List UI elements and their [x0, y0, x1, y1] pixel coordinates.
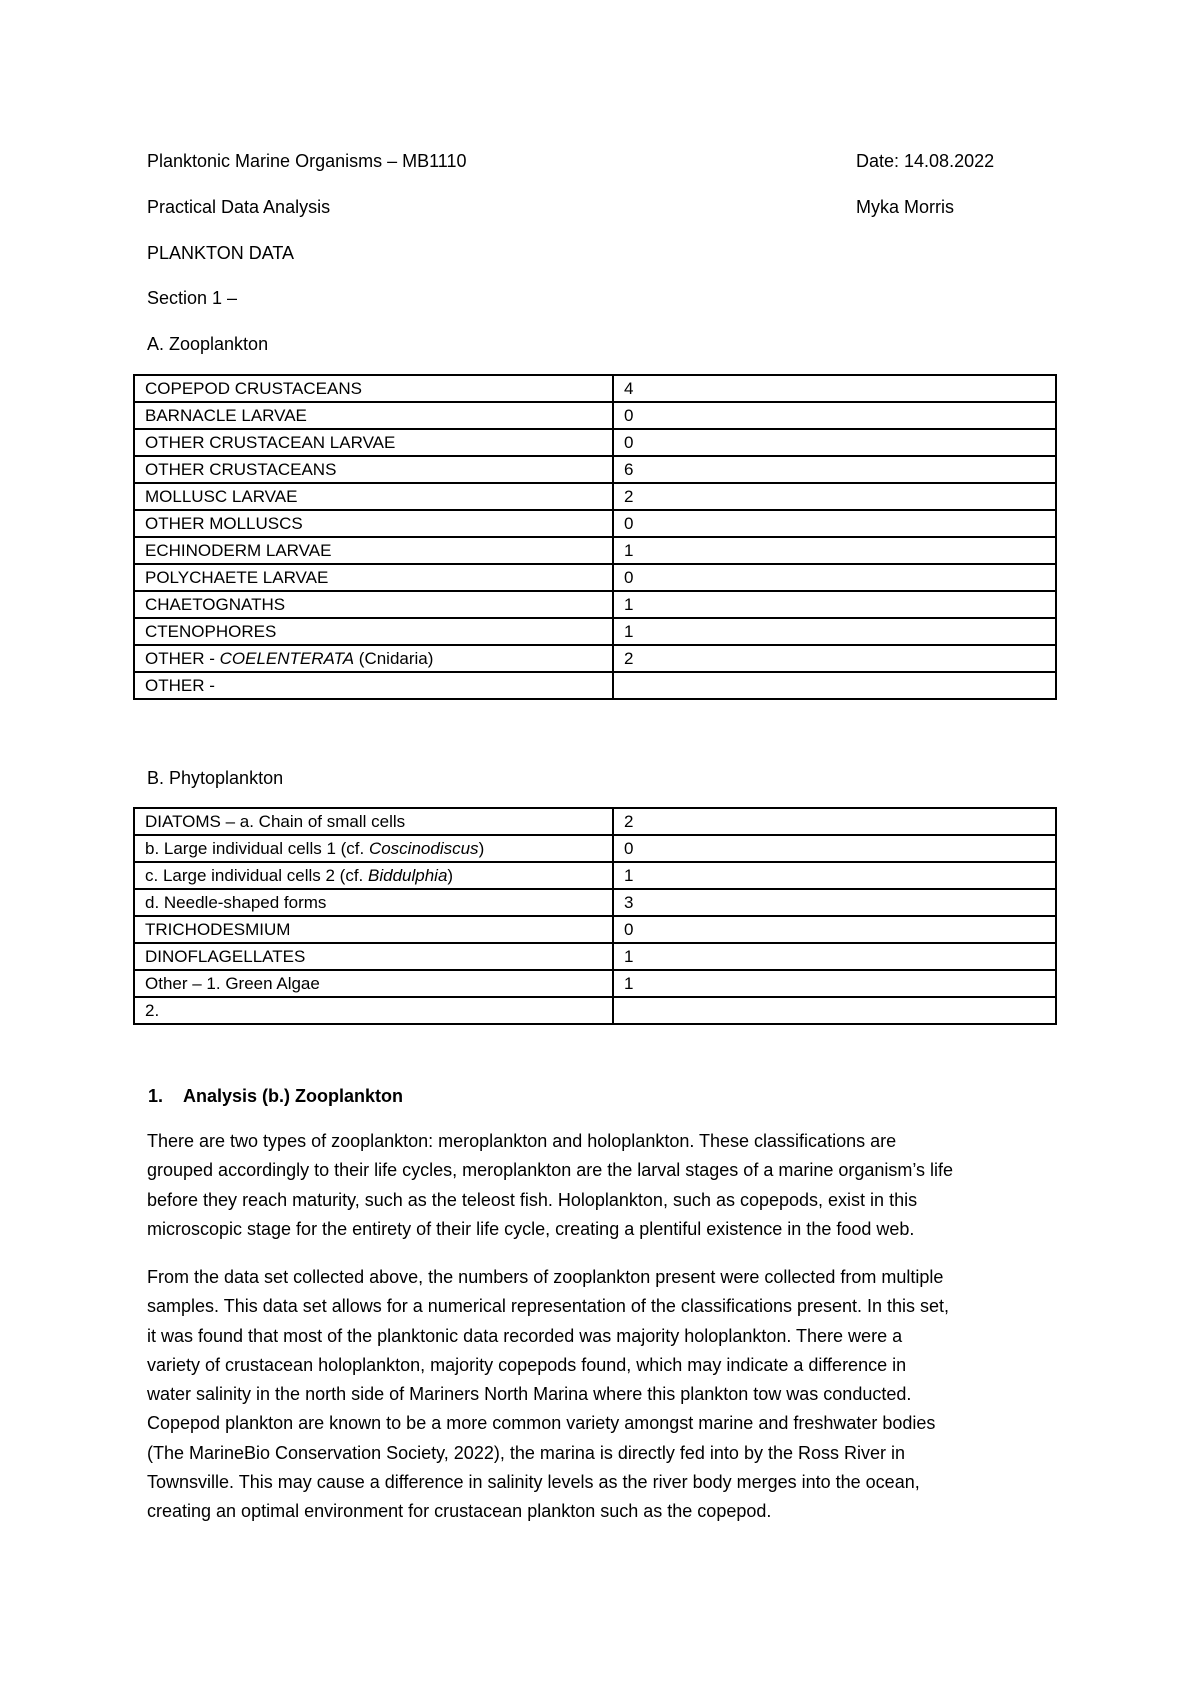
- organism-name-text: Other – 1. Green Algae: [145, 973, 320, 993]
- table-row: [134, 510, 1056, 537]
- organism-count-cell: 2: [613, 808, 1056, 835]
- organism-count-cell: 0: [613, 510, 1056, 537]
- organism-name-cell: [134, 889, 613, 916]
- document-title: PLANKTON DATA: [147, 243, 295, 263]
- organism-count-cell: 0: [613, 402, 1056, 429]
- table-row: [134, 943, 1056, 970]
- phytoplankton-heading: B. Phytoplankton: [147, 768, 284, 788]
- organism-count-cell: 1: [613, 970, 1056, 997]
- paragraph-line: variety of crustacean holoplankton, majority copepods found, which may indicate a difference in: [147, 1354, 907, 1375]
- organism-name-cell: [134, 483, 613, 510]
- organism-name-cell: [134, 456, 613, 483]
- organism-name-cell: [134, 672, 613, 699]
- organism-count-cell: 1: [613, 537, 1056, 564]
- organism-count-cell: [613, 997, 1056, 1024]
- table-row: [134, 889, 1056, 916]
- table-row: [134, 591, 1056, 618]
- paragraph-line: From the data set collected above, the numbers of zooplankton present were collected from multiple: [147, 1267, 944, 1287]
- author-name: Myka Morris: [856, 197, 954, 217]
- analysis-heading-text: Analysis (b.) Zooplankton: [183, 1086, 404, 1106]
- organism-name-text: CHAETOGNATHS: [145, 594, 286, 614]
- organism-name-cell: [134, 970, 613, 997]
- organism-name-text: MOLLUSC LARVAE: [145, 486, 298, 506]
- organism-name-text: OTHER CRUSTACEANS: [145, 459, 337, 479]
- analysis-heading: [148, 1085, 404, 1107]
- organism-name-text: ECHINODERM LARVAE: [145, 540, 332, 560]
- document-date: Date: 14.08.2022: [856, 151, 995, 171]
- organism-name-cell: [134, 537, 613, 564]
- organism-count-cell: 1: [613, 591, 1056, 618]
- table-row: [134, 537, 1056, 564]
- table-row: [134, 564, 1056, 591]
- paragraph-line: creating an optimal environment for crustacean plankton such as the copepod.: [147, 1501, 772, 1522]
- organism-name-cell: [134, 618, 613, 645]
- organism-name-cell: [134, 916, 613, 943]
- paragraph-line: grouped accordingly to their life cycles, meroplankton are the larval stages of a marine organism’s life: [147, 1160, 954, 1181]
- organism-count-cell: 0: [613, 835, 1056, 862]
- organism-count-cell: 0: [613, 916, 1056, 943]
- organism-name-text: DIATOMS – a. Chain of small cells: [145, 811, 406, 831]
- paragraph-line: There are two types of zooplankton: meroplankton and holoplankton. These classifications are: [147, 1131, 897, 1151]
- organism-count-cell: 2: [613, 645, 1056, 672]
- paragraph-line: before they reach maturity, such as the teleost fish. Holoplankton, such as copepods, exist in this: [147, 1189, 918, 1210]
- organism-count-cell: 1: [613, 618, 1056, 645]
- table-row: [134, 916, 1056, 943]
- zooplankton-heading: A. Zooplankton: [147, 334, 269, 354]
- course-title: Planktonic Marine Organisms – MB1110: [147, 151, 467, 171]
- organism-name-cell: [134, 943, 613, 970]
- analysis-number: 1.: [148, 1086, 164, 1106]
- organism-name-cell: [134, 997, 613, 1024]
- organism-count-cell: 6: [613, 456, 1056, 483]
- organism-name-text: OTHER MOLLUSCS: [145, 513, 303, 533]
- paragraph-line: it was found that most of the planktonic data recorded was majority holoplankton. There were a: [147, 1325, 903, 1346]
- organism-name-cell: [134, 402, 613, 429]
- paragraph-line: Townsville. This may cause a difference in salinity levels as the river body merges into the ocean,: [147, 1472, 920, 1493]
- table-row: [134, 375, 1056, 402]
- organism-count-cell: [613, 672, 1056, 699]
- table-row: [134, 645, 1056, 672]
- taxon-name-italic: Biddulphia: [368, 865, 448, 885]
- table-row: [134, 618, 1056, 645]
- organism-name-text: BARNACLE LARVAE: [145, 405, 307, 425]
- phytoplankton-table: [133, 807, 1057, 1025]
- organism-name-text: POLYCHAETE LARVAE: [145, 567, 329, 587]
- paragraph-line: microscopic stage for the entirety of their life cycle, creating a plentiful existence in the food web.: [147, 1218, 915, 1239]
- organism-name-text: d. Needle-shaped forms: [145, 892, 327, 912]
- organism-name-text: DINOFLAGELLATES: [145, 946, 306, 966]
- organism-name-cell: [134, 835, 613, 862]
- organism-name-text: TRICHODESMIUM: [145, 919, 291, 939]
- organism-count-cell: 0: [613, 429, 1056, 456]
- table-row: [134, 862, 1056, 889]
- table-row: [134, 808, 1056, 835]
- organism-name-cell: [134, 510, 613, 537]
- organism-name-text: ): [478, 838, 485, 858]
- organism-name-text: ): [447, 865, 454, 885]
- paragraph-line: water salinity in the north side of Mariners North Marina where this plankton tow was conducted.: [147, 1384, 912, 1405]
- organism-name-text: COPEPOD CRUSTACEANS: [145, 378, 362, 398]
- organism-name-cell: [134, 808, 613, 835]
- organism-name-text: OTHER -: [145, 675, 215, 695]
- organism-count-cell: 0: [613, 564, 1056, 591]
- zooplankton-table: [133, 374, 1057, 700]
- organism-name-cell: [134, 564, 613, 591]
- paragraph-line: samples. This data set allows for a numerical representation of the classifications present. In this set,: [147, 1296, 950, 1317]
- table-row: [134, 835, 1056, 862]
- document-subtitle: Practical Data Analysis: [147, 197, 331, 217]
- organism-name-cell: [134, 591, 613, 618]
- organism-name-text: OTHER CRUSTACEAN LARVAE: [145, 432, 396, 452]
- table-row: [134, 402, 1056, 429]
- section-label: Section 1 –: [147, 288, 238, 308]
- table-row: [134, 483, 1056, 510]
- table-row: [134, 456, 1056, 483]
- organism-name-text: c. Large individual cells 2 (cf.: [145, 865, 368, 885]
- taxon-name-italic: COELENTERATA: [219, 648, 355, 668]
- analysis-paragraph-2: [147, 1263, 1067, 1527]
- organism-name-text: CTENOPHORES: [145, 621, 277, 641]
- organism-name-text: 2.: [145, 1000, 160, 1020]
- paragraph-line: (The MarineBio Conservation Society, 2022), the marina is directly fed into by the Ross River in: [147, 1442, 906, 1463]
- organism-name-text: (Cnidaria): [354, 648, 434, 668]
- table-row: [134, 429, 1056, 456]
- table-row: [134, 672, 1056, 699]
- table-row: [134, 997, 1056, 1024]
- organism-count-cell: 1: [613, 862, 1056, 889]
- organism-name-text: OTHER -: [145, 648, 220, 668]
- organism-count-cell: 3: [613, 889, 1056, 916]
- taxon-name-italic: Coscinodiscus: [368, 838, 479, 858]
- organism-name-cell: [134, 375, 613, 402]
- organism-name-cell: [134, 645, 613, 672]
- organism-name-cell: [134, 862, 613, 889]
- organism-name-text: b. Large individual cells 1 (cf.: [145, 838, 369, 858]
- organism-count-cell: 2: [613, 483, 1056, 510]
- table-row: [134, 970, 1056, 997]
- analysis-paragraph-1: [147, 1127, 1067, 1244]
- organism-count-cell: 1: [613, 943, 1056, 970]
- paragraph-line: Copepod plankton are known to be a more common variety amongst marine and freshwater bodies: [147, 1413, 936, 1434]
- organism-name-cell: [134, 429, 613, 456]
- organism-count-cell: 4: [613, 375, 1056, 402]
